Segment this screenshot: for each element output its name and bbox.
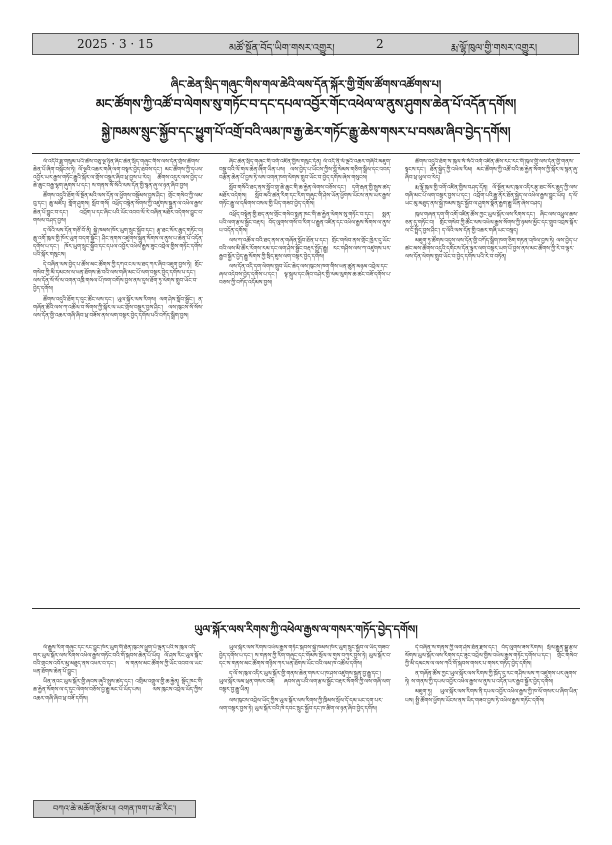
paragraph: མཇུག་ཏུ། ཡུལ་སྐོར་ལས་རིགས་ནི་དཔལ་འབྱོར་འཕེལ་རྒྱས་ཀྱི་ཁ་ལོ་གསར་པ་ཞིག་ཡིན་པས། སྤྱི་ཚོགས་ཕྱོགས་ཡོངས་ནས་ཡིད་གཟབ་བྱས་ཏེ་འཕེལ་རྒྱས་གཏོང་དགོས།: [405, 689, 578, 704]
paragraph: ལས་ཁུངས་འབྲེལ་ཡོད་ཀྱིས་ཡུལ་སྐོར་ལས་རིགས་ཀྱི་ཁྲིམས་སྲོལ་དོ་དམ་ཡང་དག་པར་ལག་བསྟར་བྱས་ཏེ། ཡུལ་སྐོར་བའི་ཁེ་དབང་སྲུང་སྐྱོབ་དང་ཁ་ཚིག་ལ་ཉན་ཞིབ་བྱེད་དགོས།: [219, 697, 383, 712]
article-column-3: [405, 158, 578, 595]
paragraph: ཚོགས་འདུའི་ཐོག་ས་ཁུལ་སོ་སོའི་འགོ་འཛིན་ཚོས་རང་རང་གི་ཁུལ་གྱི་ལས་དོན་གྱི་གནས་སྟངས་དང་། ཐོན་སྐྱེད་ཀྱི་འཕེལ་རིམ། མང་ཚོགས་ཀྱི་འཚོ་བའི་ཆ་རྐྱེན་སོགས་ཀྱི་སྐོར་ལ་སྙན་ཞུ་ཞིབ་ཕྲ་ཕུལ་བ་རེད།: [405, 159, 578, 182]
article-kicker: ཞིང་ཆེན་སྲིད་གཞུང་གིས་གལ་ཆེའི་ལས་དོན་སྐོར་གྱི་གྲོས་ཚོགས་འཚོགས་པ།: [170, 78, 442, 91]
article-column-1: [33, 158, 203, 595]
section-title: རྨ་ལྷོ་ཁུལ་གྱི་གསར་འགྱུར།: [451, 43, 538, 54]
editor-credit-box: བཀའ་ཆེ་མཆོག་རྩོམ་པ། འགན་ཁག་པ་ཚེ་རིང་།: [33, 800, 196, 818]
paragraph: ལོ་རྒྱུས་རིག་གཞུང་དང་རང་བྱུང་ཁོར་ཡུག་གི་ཐོན་ཁུངས་ཕྱུག་པོ་ལྡན་པའི་ས་ཁུལ་འདི་གར་ཡུལ་སྐོར་ལས་རིགས་འཕེལ་རྒྱས་གཏོང་བའི་གོ་སྐབས་ཆེན་པོ་ཡོད། ལོ་ཤས་རིང་ཡུལ་སྐོར་བའི་གྲངས་འབོར་མུ་མཐུད་ནས་འཕར་བ་དང་། ས་གནས་མང་ཚོགས་ཀྱི་ཡོང་འབབ་ལ་ཡང་ཕན་ཐོགས་ཆེན་པོ་བྱུང་།: [33, 645, 203, 676]
paragraph: ཁུལ་གཞན་དག་གི་འགོ་འཛིན་ཚོས་ཀྱང་ཡུལ་སྐོར་ལས་རིགས་དང་། ཞིང་ལས་འཕྲུལ་ཆས་ཅན་དུ་གཏོང་བ། གྲོང་གསེབ་ཀྱི་ཚོང་ལས་འཕེལ་རྒྱས་སོགས་ཀྱི་ཉམས་མྱོང་དང་གྲུབ་འབྲས་སྐོར་ལ་ངོ་སྤྲོད་བྱས་ཤིང་། ད་ལོའི་ལས་དོན་གྱི་འཆར་གཞི་ཡང་བསྙད།: [405, 211, 578, 234]
second-article-headline: ཡུལ་སྐོར་ལས་རིགས་ཀྱི་འཕེལ་རྒྱས་ལ་གསར་གཏོད་བྱེད་དགོས།: [194, 623, 418, 636]
masthead-bar: [32, 33, 579, 55]
paragraph: ད་ལོའི་ལས་དོན་གཙོ་བོ་ནི། སྐྱེ་ཁམས་ཁོར་ཡུག་སྲུང་སྐྱོབ་དང་། རྩྭ་ཐང་སོར་ཆུད་གཏོང་བ། ཆུ་འགོ་ཁུལ་གྱི་ཁོར་ཡུག་བདག་སྐྱོང་། ཤིང་ནགས་འཛུགས་སྐྲུན་སོགས་ལ་ནུས་པ་ཆེན་པོ་འདོན་དགོས་པ་དང་། ཁོར་ཡུག་སྲུང་སྐྱོབ་དང་དཔལ་འབྱོར་འཕེལ་རྒྱས་ཟུང་འབྲེལ་གྱིས་གཏོང་དགོས་པའི་སྐོར་གསུངས།: [33, 227, 203, 259]
paragraph: ན་གཞོན་ཚོས་ཀྱང་ཡུལ་སྐོར་ལས་རིགས་ཀྱི་ཁྲོད་དུ་རང་གཤིས་ལས་ཀ་འཛུགས་པར་ཞུགས་ཏེ། ས་གནས་ཀྱི་དཔལ་འབྱོར་འཕེལ་རྒྱས་ལ་ནུས་པ་འདོན་པར་རྒྱབ་སྐྱོར་བྱེད་དགོས།: [405, 671, 578, 686]
paragraph: འཕྲོད་བསྟེན་གྱི་ཐད་ནས་གྲོང་གསེབ་སྨན་ཁང་གི་ཆ་རྐྱེན་ལེགས་སུ་གཏོང་བ་དང་། སྨན་པའི་ལག་རྩལ་སྦྱོང་བརྡར། བོད་ལུགས་གསོ་བ་རིག་པ་རྒྱུན་འཛིན་དང་འཕེལ་རྒྱས་སོགས་ལ་ནུས་པ་འདོན་དགོས།: [219, 211, 391, 234]
issue-date: 2025 · 3 · 15: [77, 37, 154, 51]
article-column-2: [219, 158, 391, 595]
paragraph: ཡིན་ནའང་ཡུལ་སྐོར་གྱི་ཞབས་ཞུའི་སྤུས་ཚད་དང་། འགྲིམ་འགྲུལ་གྱི་ཆ་རྐྱེན། སྡོད་ཁང་གི་ཆ་རྐྱེན་སོགས་ལ་ད་དུང་ལེགས་བཅོས་བྱ་རྒྱུ་མང་པོ་ཡོད་པས། ལས་ཁུངས་འབྲེལ་ཡོད་ཀྱིས་འཆར་གཞི་ཞིབ་ཕྲ་བཟོ་དགོས།: [33, 679, 203, 702]
paragraph: དེ་བཞིན་ལས་བྱེད་པ་ཚོས་མང་ཚོགས་ཀྱི་དཀའ་ངལ་ལ་ཐད་ཀར་ཞིབ་འཇུག་བྱས་ཏེ། གྲོང་གསེབ་ཀྱི་མི་དམངས་ལ་ཕན་ཐོགས་ཆེ་བའི་ལས་གཞི་མང་པོ་ལག་བསྟར་བྱེད་དགོས་པ་དང་། ལས་དོན་སོ་སོ་ལ་འགན་འཁྲི་གསལ་པོ་ཁག་བགོས་བྱས་ནས་དུས་ཐོག་ཏུ་ལེགས་གྲུབ་ཡོང་བ་བྱེད་དགོས།: [33, 262, 203, 293]
paragraph: ཚོགས་འདུའི་ཐོག་ལོ་སྔོན་མའི་ལས་དོན་ལ་ཕྱོགས་བསྡོམས་བྱས་ཤིང་། གྲོང་གསེབ་ཀྱི་ལམ་བུ་དང་། ཆུ་མཛོད། གློག་ཤུགས། སློབ་གསོ། འཕྲོད་བསྟེན་སོགས་ཀྱི་འཛུགས་སྐྲུན་ལ་འཕེལ་རྒྱས་ཆེན་པོ་བྱུང་བ་དང་། འབྲོག་པ་དང་ཞིང་པའི་ཡོང་འབབ་ལོ་རེ་བཞིན་མཐོར་འདེགས་བྱུང་བ་གསལ་བཤད་བྱས།: [33, 193, 203, 224]
page-number: 2: [376, 37, 384, 51]
second-article-column-2: [219, 644, 391, 824]
paragraph: སློབ་གསོའི་ཐད་ནས་སློབ་གྲྭ་ཆེ་ཆུང་གི་ཆ་རྐྱེན་ལེགས་བཅོས་དང་། དགེ་རྒན་གྱི་སྤུས་ཚད་མཐོར་འདེགས། སློབ་མའི་ཚན་རིག་དང་རིག་གཞུང་གི་ཤེས་ཡོན་ཕྱོགས་ཡོངས་ནས་ཡར་རྒྱས་གཏོང་རྒྱུ་ལ་དམིགས་བསལ་གྱི་ཡིད་གཟབ་བྱེད་དགོས།: [219, 185, 391, 208]
paragraph: ད་ལོ་ས་ཁུལ་འདིར་ཡུལ་སྐོར་གྱི་གནས་ཆེན་གསར་པ་ཁ་ཤས་འཛུགས་སྐྲུན་བྱ་རྒྱུ་དང་། ཡུལ་སྐོར་ལམ་ཕྲན་གསར་བཟོ། ཞབས་ཞུ་པའི་ལག་རྩལ་སྦྱོང་བརྡར་སོགས་ཀྱི་ལས་གཞི་ལག་བསྟར་བྱ་རྒྱུ་ཡིན།: [219, 671, 391, 694]
paragraph: དེ་བཞིན་ས་གནས་ཀྱི་ལག་ཤེས་ཐོན་རྫས་དང་། བོད་ལུགས་ཟས་རིགས། སྲོལ་རྒྱུན་སྒྱུ་རྩལ་སོགས་ཡུལ་སྐོར་ལས་རིགས་དང་ཟུང་འབྲེལ་གྱིས་འཕེལ་རྒྱས་གཏོང་དགོས་པ་དང་། གྲོང་གསེབ་ཀྱི་མི་དམངས་ལ་ལས་ཀའི་གོ་སྐབས་གསར་པ་གསར་གཏོད་བྱེད་དགོས།: [405, 645, 578, 668]
second-article-column-3: [405, 644, 578, 824]
paragraph: ལས་ཀ་འཚོལ་བའི་ཐད་ནས་ན་གཞོན་སློབ་ཐོན་པ་དང་། གྲོང་གསེབ་ནས་གྲོང་ཁྱེར་དུ་ཡོང་བའི་ལས་མི་ཚོར་རོགས་རམ་དང་ལག་ཤེས་སྦྱོང་བརྡར་སྤྲོད་རྒྱུ། རང་གཤིས་ལས་ཀ་འཛུགས་པར་རྒྱབ་སྐྱོར་བྱེད་རྒྱུ་སོགས་ཀྱི་སྲིད་ཇུས་ལག་བསྟར་བྱེད་དགོས།: [219, 237, 391, 261]
headline-divider: [32, 153, 580, 154]
section-divider: [32, 608, 580, 609]
paragraph: ཚོགས་འདུའི་ཐོག་ད་དུང་ཚོང་ལས་དང་། ཡུལ་སྐོར་ལས་རིགས། ལག་ཤེས་སློབ་སྦྱོང་། ན་གཞོན་ཚོའི་ལས་ཀ་འཚོལ་བ་སོགས་ཀྱི་སྐོར་ལ་ཡང་གྲོས་བསྡུར་བྱས་ཤིང་། ལས་ཁུངས་སོ་སོས་ལས་དོན་གྱི་འཆར་གཞི་ཞིབ་ཕྲ་བཟོས་ནས་ལག་བསྟར་བྱེད་དགོས་པའི་བཀོད་སྒྲིག་བྱས།: [33, 296, 203, 319]
paragraph: ཞིང་ཆེན་སྲིད་གཞུང་གི་འགོ་འཛིན་གྱིས་གསུང་དོན། ལོ་འདི་ནི་ལོ་ལྔའི་འཆར་གཞིའི་མཇུག་བསྡུ་བའི་ལོ་གལ་ཆེན་ཞིག་ཡིན་པས། ལས་བྱེད་པ་ཡོངས་ཀྱིས་བློ་སེམས་གཅིག་སྒྲིལ་དང་འབད་བརྩོན་ཆེན་པོ་བྱས་ཏེ་ལས་འགན་ཁག་ལེགས་གྲུབ་ཡོང་བ་བྱེད་དགོས་ཞེས་གསུངས།: [219, 159, 391, 182]
paragraph: ཡུལ་སྐོར་ལས་རིགས་འཕེལ་རྒྱས་གཏོང་སྐབས་སྐྱེ་ཁམས་ཁོར་ཡུག་སྲུང་སྐྱོབ་ལ་ཡིད་གཟབ་བྱེད་དགོས་པ་དང་། ས་གནས་ཀྱི་རིག་གཞུང་དང་གོམས་སྲོལ་ལ་གུས་བཀུར་བྱས་ཏེ། ཡུལ་སྐོར་བ་དང་ས་གནས་མང་ཚོགས་གཉིས་ཀར་ཕན་ཐོགས་ཡོང་བའི་ལམ་ཁ་འཚོལ་དགོས།: [219, 645, 391, 668]
headline-line-2: སྐྱེ་ཁམས་སྲུང་སྐྱོབ་དང་ཕྱུག་པོ་འགྲོ་བའི་ལམ་ཁ་རྒྱ་ཆེར་གཏོང་རྒྱུ་ཆེས་གསར་པ་བསམ་ཞིབ་བྱེད་དགོས།: [101, 124, 511, 139]
paragraph: ལས་དོན་འདི་དག་ལེགས་གྲུབ་ཡོང་ཆེད་ལས་ཁུངས་ཁག་གིས་ཕན་ཚུན་མཉམ་འབྲེལ་དང་ཞལ་འདེབས་བྱེད་དགོས་པ་དང་། ལྟ་སྐུལ་དང་ཞིབ་བཤེར་གྱི་ལམ་ལུགས་ཆ་ཚང་བཟོ་དགོས་པ་བཅས་ཀྱི་བཀོད་འདོམས་བྱས།: [219, 264, 391, 287]
newspaper-title: མཚོ་སྔོན་བོད་ཡིག་གསར་འགྱུར།: [229, 43, 335, 54]
second-article-column-1: [33, 644, 203, 792]
headline-line-1: མང་ཚོགས་ཀྱི་འཚོ་བ་ལེགས་སུ་གཏོང་བ་དང་དཔལ་འབྱོར་གོང་འཕེལ་ལ་ནུས་ཤུགས་ཆེན་པོ་འདོན་དགོས།: [95, 96, 517, 111]
paragraph: མཇུག་ཏུ་ཚོགས་འདུས་ལས་དོན་གྱི་བཀོད་སྒྲིག་ཁག་ཅིག་གཏན་འཁེལ་བྱས་ཏེ། ལས་བྱེད་པ་ཚང་མས་ཚོགས་འདུའི་དགོངས་དོན་ལྟར་ལག་བསྟར་ཡག་པོ་བྱས་ནས་མང་ཚོགས་ཀྱི་རེ་བ་ལྟར་ལས་དོན་ལེགས་གྲུབ་ཡོང་བ་བྱེད་དགོས་པའི་རེ་བ་བཏོན།: [405, 237, 578, 261]
paragraph: ལོ་འདིའི་ཟླ་གསུམ་པའི་ཚེས་བཅུ་ལྔ་ཉིན་ཞིང་ཆེན་སྲིད་གཞུང་གིས་ལས་དོན་གྲོས་ཚོགས་ཆེན་པོ་ཞིག་བསྐོངས་ཏེ། ལོ་ལྔའི་འཆར་གཞི་ལག་བསྟར་བྱེད་ཐབས་དང་། མང་ཚོགས་ཀྱི་དཔལ་འབྱོར་ཡར་རྒྱས་གཏོང་རྒྱུའི་སྐོར་ལ་གྲོས་བསྡུར་ཞིབ་ཕྲ་བྱས་པ་རེད། ཚོགས་འདུར་ལས་བྱེད་པ་ཆེ་ཆུང་བརྒྱ་ལྷག་ཞུགས་པ་དང་། ས་གནས་སོ་སོའི་ལས་དོན་གྱི་སྙན་ཞུ་ལ་ཉན་ཞིབ་བྱས།: [33, 159, 203, 190]
paragraph: རྨ་ལྷོ་ཁུལ་གྱི་འགོ་འཛིན་གྱིས་བཤད་དོན། ལོ་སྔོན་མར་ཁུལ་འདིར་རྩྭ་ཐང་སོར་ཆུད་ཀྱི་ལས་གཞི་མང་པོ་ལག་བསྟར་བྱས་པ་དང་། འབྲོག་པའི་རྒྱུ་ནོར་ཐོན་སྐྱེད་ལ་འཕེལ་རྒྱས་བྱུང་ཡོད། ད་ལོ་ཡང་མུ་མཐུད་ནས་སྐྱེ་ཁམས་སྲུང་སྐྱོབ་ལ་ཤུགས་སྣོན་རྒྱག་རྒྱུ་ཡིན་ཞེས་བཤད།: [405, 185, 578, 208]
